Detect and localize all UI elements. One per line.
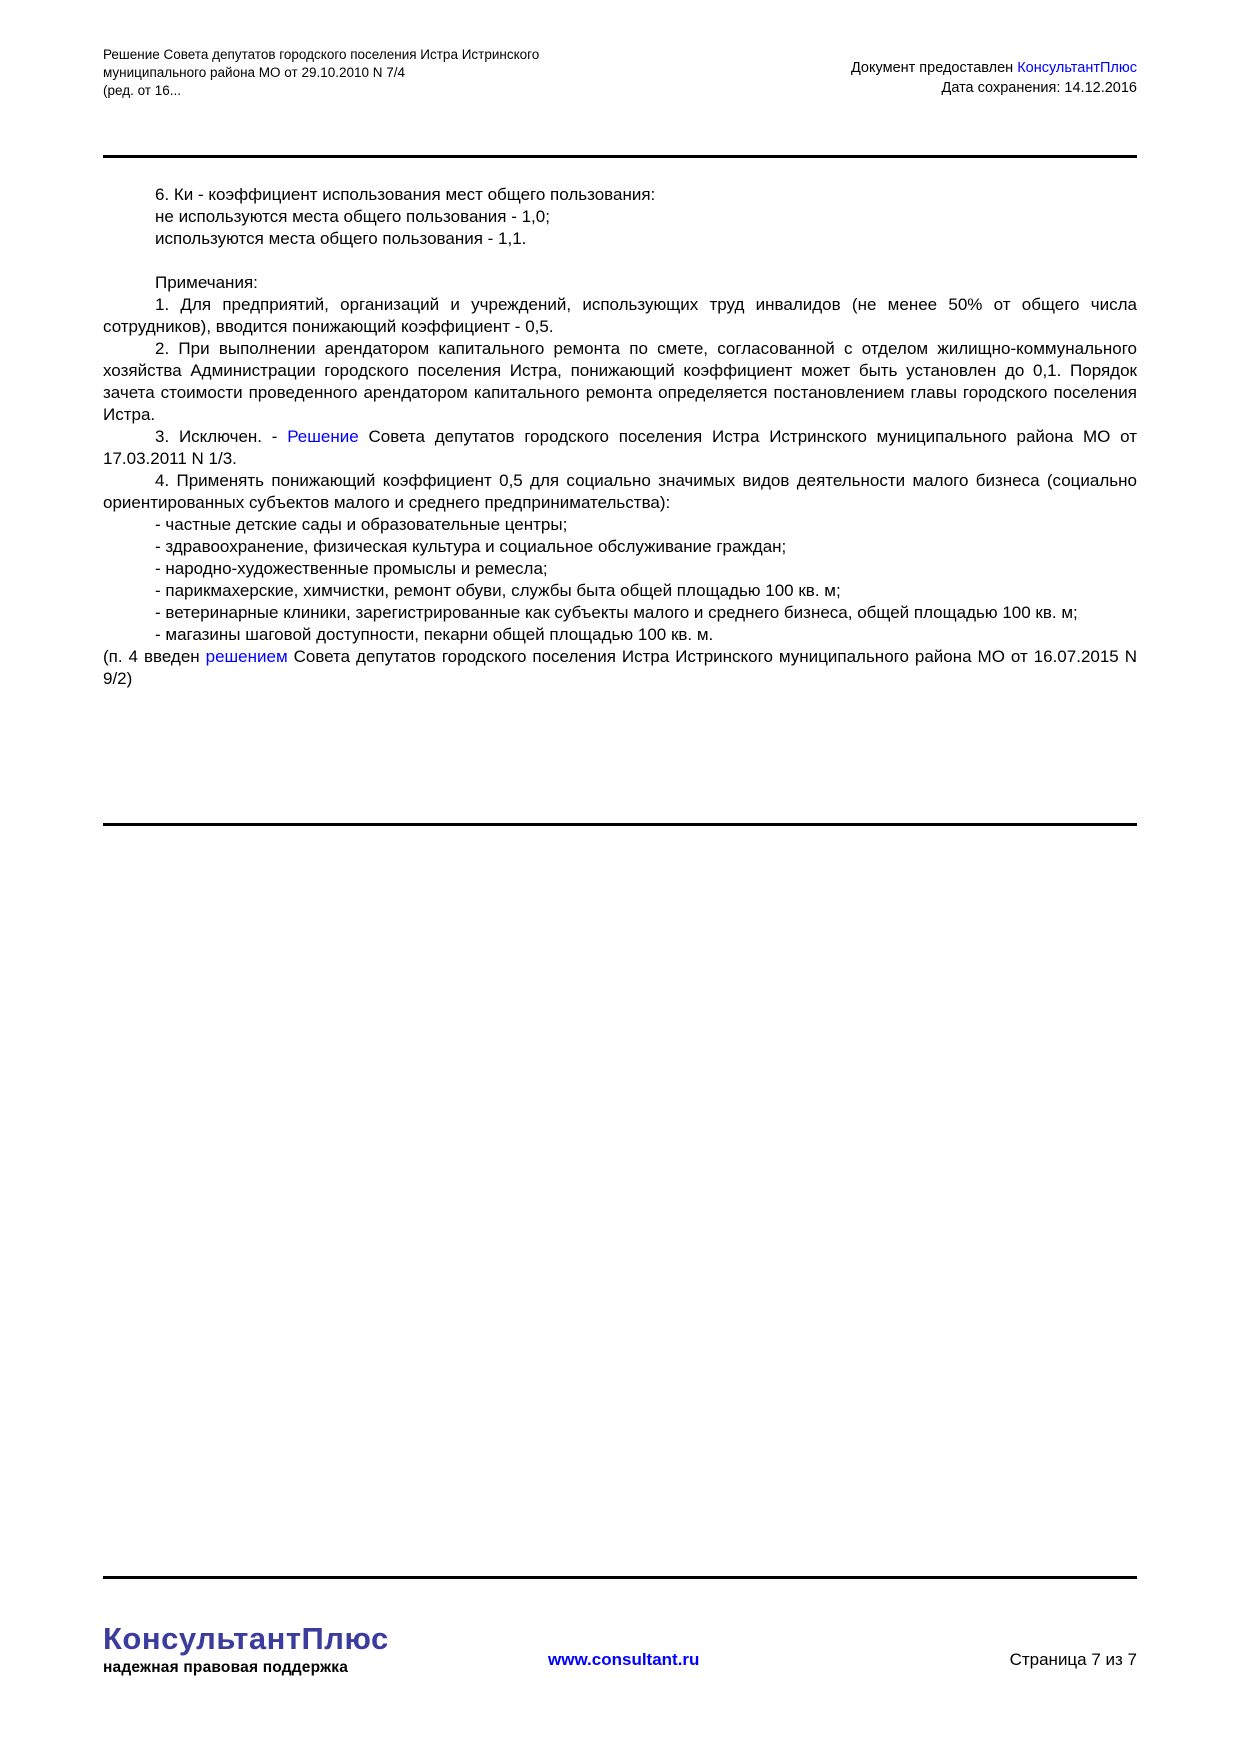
provided-by-block	[851, 58, 1137, 98]
doc-title-line: (ред. от 16...	[103, 83, 182, 98]
note-3-text: Совета депутатов городского поселения Истра Истринского муниципального района МО от 17.03.2011 N 1/3.	[103, 427, 1137, 468]
note-4-source-text: Совета депутатов городского поселения Истра Истринского муниципального района МО от 16.07.2015 N 9/2)	[103, 647, 1137, 688]
note-4: 4. Применять понижающий коэффициент 0,5 для социально значимых видов деятельности малого бизнеса (социально ориентированных субъектов малого и среднего предпринимательства):	[103, 471, 1137, 512]
decision-2015-link[interactable]: решением	[205, 647, 288, 666]
clause-6-item: не используются места общего пользования - 1,0;	[155, 207, 550, 226]
save-date: Дата сохранения: 14.12.2016	[941, 80, 1137, 96]
note-4-list-item: - народно-художественные промыслы и ремесла;	[155, 559, 548, 578]
doc-title-line: Решение Совета депутатов городского поселения Истра Истринского	[103, 47, 540, 62]
clause-6-heading: 6. Ки - коэффициент использования мест общего пользования:	[155, 185, 656, 204]
notes-heading: Примечания:	[155, 273, 258, 292]
document-body	[103, 184, 1137, 690]
note-4-list-item: - ветеринарные клиники, зарегистрированные как субъекты малого и среднего бизнеса, общей площадью 100 кв. м;	[155, 603, 1078, 622]
logo-title: КонсультантПлюс	[103, 1621, 389, 1656]
top-rule	[103, 155, 1137, 158]
logo-subtitle: надежная правовая поддержка	[103, 1659, 349, 1676]
decision-2011-link[interactable]: Решение	[287, 427, 359, 446]
note-4-list-item: - магазины шаговой доступности, пекарни общей площадью 100 кв. м.	[155, 625, 714, 644]
note-3	[103, 426, 1137, 470]
consultantplus-logo	[103, 1622, 389, 1677]
consultantplus-link[interactable]: КонсультантПлюс	[1017, 60, 1137, 76]
note-1: 1. Для предприятий, организаций и учреждений, использующих труд инвалидов (не менее 50% от общего числа сотрудников), вводится понижающий коэффициент - 0,5.	[103, 295, 1137, 336]
clause-6-item: используются места общего пользования - 1,1.	[155, 229, 527, 248]
note-3-text: 3. Исключен. -	[155, 427, 288, 446]
doc-title-line: муниципального района МО от 29.10.2010 N 7/4	[103, 65, 406, 80]
note-4-source-text: (п. 4 введен	[103, 647, 206, 666]
footer-rule	[103, 1576, 1137, 1579]
note-4-list-item: - парикмахерские, химчистки, ремонт обуви, службы быта общей площадью 100 кв. м;	[155, 581, 841, 600]
mid-rule	[103, 823, 1137, 826]
page-indicator: Страница 7 из 7	[1009, 1650, 1137, 1669]
note-4-list-item: - здравоохранение, физическая культура и социальное обслуживание граждан;	[155, 537, 787, 556]
note-4-source	[103, 646, 1137, 690]
provided-by-text: Документ предоставлен	[850, 60, 1018, 76]
note-2: 2. При выполнении арендатором капитального ремонта по смете, согласованной с отделом жилищно-коммунального хозяйства Администрации городского поселения Истра, понижающий коэффициент может быть установлен до 0,1. Порядок зачета стоимости проведенного арендатором капитального ремонта определяется постановлением главы городского поселения Истра.	[103, 339, 1137, 424]
note-4-list-item: - частные детские сады и образовательные центры;	[155, 515, 568, 534]
document-header-info	[103, 46, 743, 100]
provided-by-line	[851, 58, 1137, 78]
consultant-website-link[interactable]: www.consultant.ru	[548, 1650, 700, 1669]
